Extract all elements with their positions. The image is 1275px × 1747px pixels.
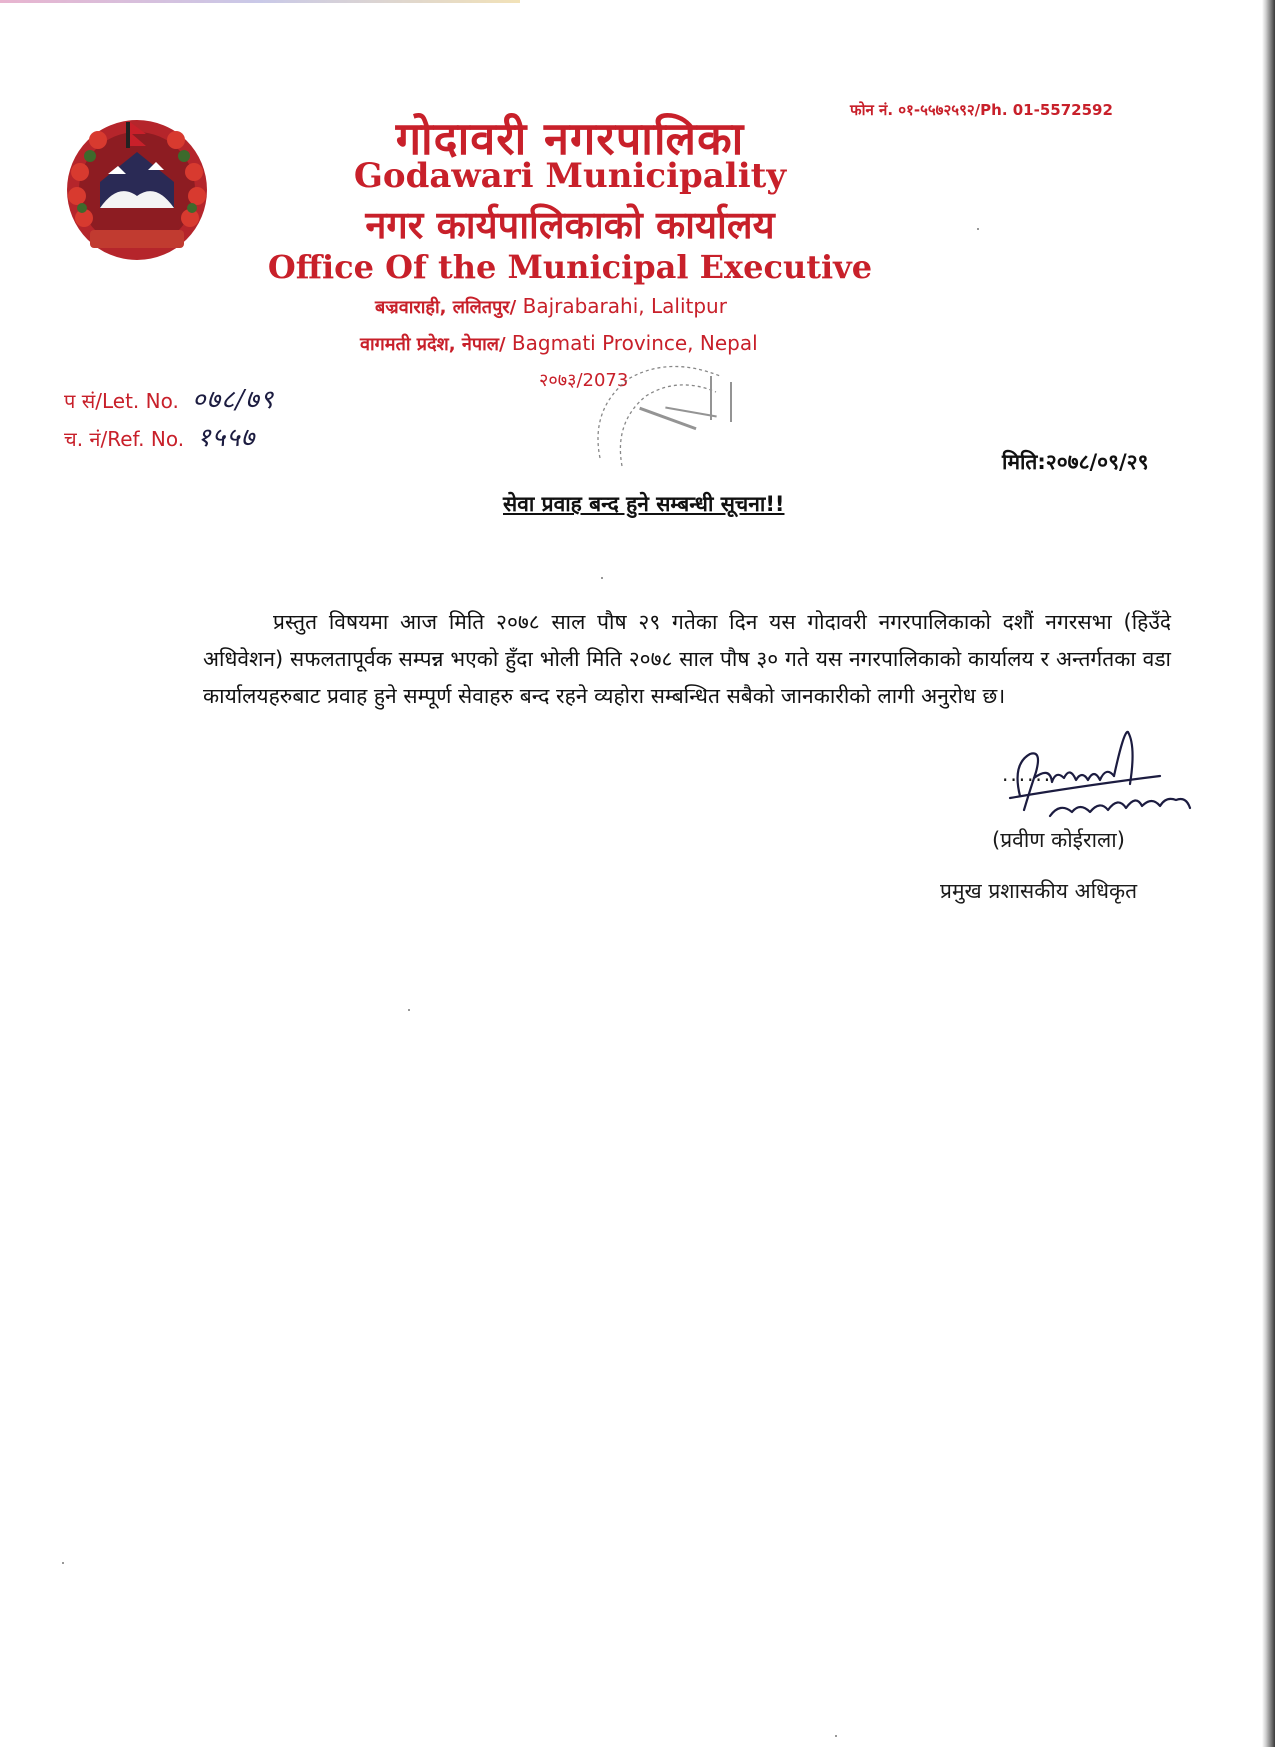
scan-speck [835, 1735, 837, 1737]
address-line-1 [375, 294, 727, 319]
letter-number-row [64, 380, 274, 416]
letter-number-label: प सं/Let. No. [64, 389, 179, 413]
office-name-np: नगर कार्यपालिकाको कार्यालय [365, 203, 775, 247]
office-stamp-icon [570, 358, 770, 478]
scan-speck [601, 577, 603, 579]
scan-speck [977, 228, 979, 230]
scan-top-edge [0, 0, 520, 3]
scan-speck [62, 1562, 64, 1564]
letter-date: मिति:२०७८/०९/२९ [1002, 450, 1149, 474]
address-line-2-np: वागमती प्रदेश, नेपाल/ [360, 334, 506, 355]
established-year: २०७३/2073 [539, 370, 629, 391]
office-name-en: Office Of the Municipal Executive [267, 248, 873, 286]
address-line-1-en: Bajrabarahi, Lalitpur [522, 294, 727, 318]
signatory-name: (प्रवीण कोईराला) [992, 828, 1125, 852]
municipality-name-np: गोदावरी नगरपालिका [395, 112, 745, 165]
subject-heading: सेवा प्रवाह बन्द हुने सम्बन्धी सूचना!! [503, 492, 785, 516]
scan-speck [408, 1009, 410, 1011]
address-line-2-en: Bagmati Province, Nepal [511, 331, 758, 355]
ref-number-label: च. नं/Ref. No. [64, 427, 185, 451]
address-line-1-np: बज्रवाराही, ललितपुर/ [375, 297, 517, 318]
letter-number-value: ०७८/७९ [191, 385, 275, 415]
nepal-emblem-icon [60, 112, 214, 266]
phone-number: फोन नं. ०१-५५७२५९२/Ph. 01-5572592 [850, 101, 1113, 119]
municipality-name-en: Godawari Municipality [353, 156, 787, 196]
notice-body: प्रस्तुत विषयमा आज मिति २०७८ साल पौष २९ गतेका दिन यस गोदावरी नगरपालिकाको दशौं नगरसभा (हिउँदे अधिवेशन) सफलतापूर्वक सम्पन्न भएको हुँदा भोली मिति २०७८ साल पौष ३० गते यस नगरपालिकाको कार्यालय र अन्तर्गतका वडा कार्यालयहरुबाट प्रवाह हुने सम्पूर्ण सेवाहरु बन्द रहने व्यहोरा सम्बन्धित सबैको जानकारीको लागी अनुरोध छ। [203, 610, 1171, 708]
address-line-2 [360, 331, 758, 356]
ref-number-value: १५५७ [197, 423, 256, 453]
ref-number-row [64, 418, 255, 454]
signature-dotted-line: ...... [1002, 762, 1053, 786]
scan-right-edge [1262, 0, 1275, 1747]
signatory-title: प्रमुख प्रशासकीय अधिकृत [940, 879, 1138, 903]
